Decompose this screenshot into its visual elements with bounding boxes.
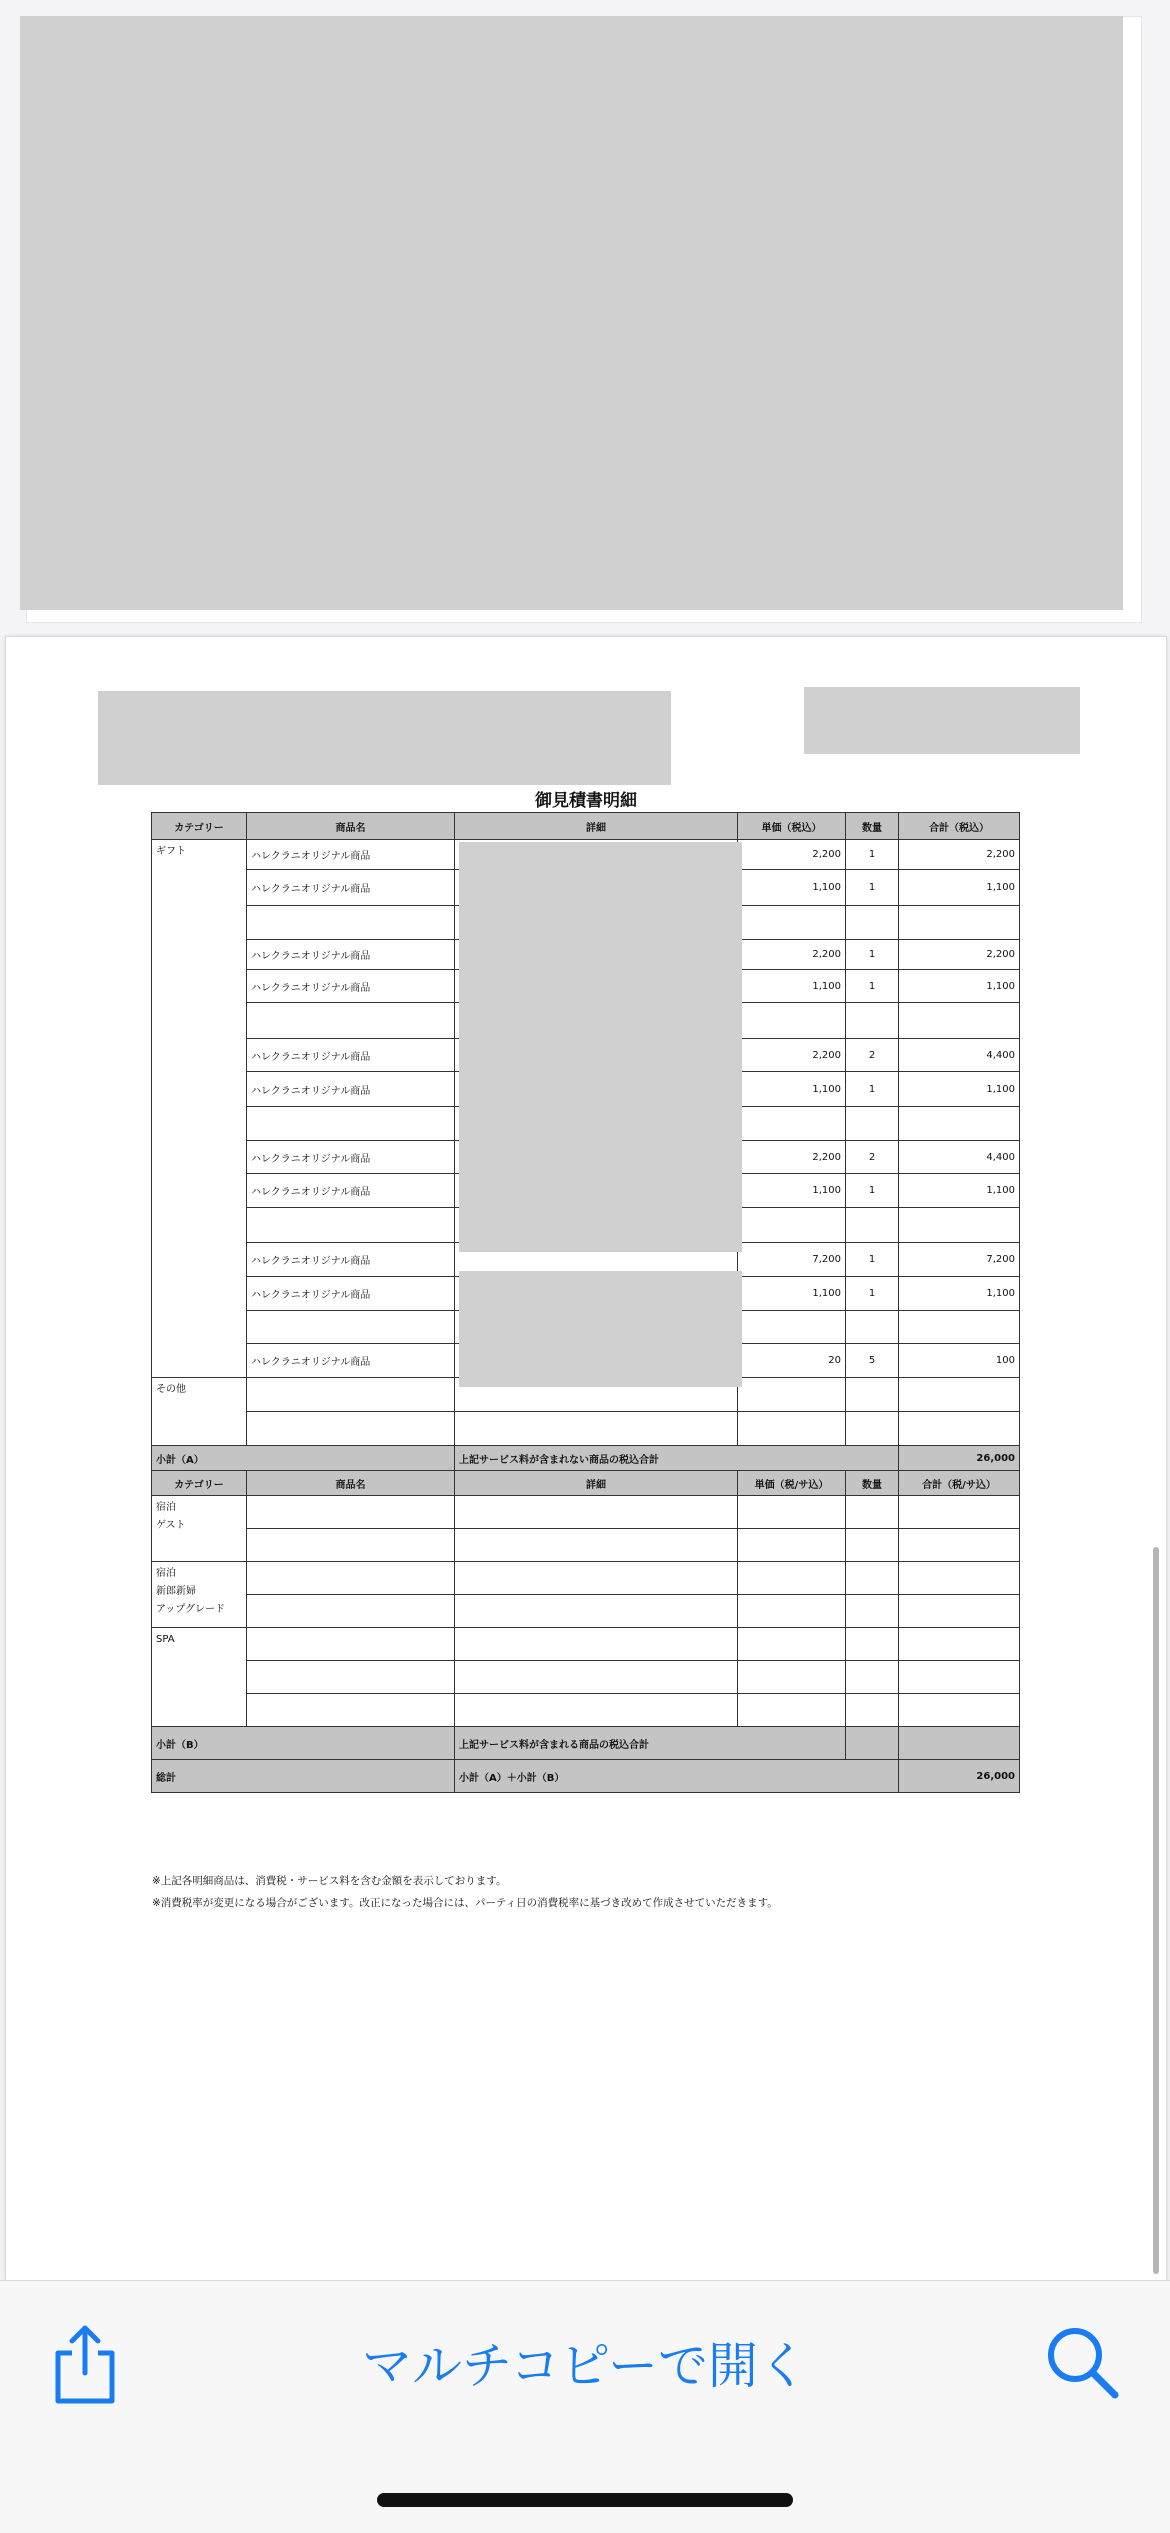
total-cell [899,1311,1020,1344]
empty-cell [846,1562,899,1595]
unit-price-cell: 1,100 [738,870,846,906]
total-cell: 1,100 [899,1277,1020,1311]
category-line: 宿泊 [156,1568,176,1579]
quantity-cell [846,1208,899,1243]
total-cell: 1,100 [899,1072,1020,1107]
previous-page [0,0,1170,640]
total-cell [899,1003,1020,1039]
total-cell: 4,400 [899,1039,1020,1072]
unit-price-cell: 2,200 [738,1039,846,1072]
quantity-cell: 1 [846,970,899,1003]
redacted-detail-block [459,842,742,1252]
table-row [152,1529,1020,1562]
empty-cell [738,1595,846,1628]
subtotal-note: 上記サービス料が含まれる商品の税込合計 [455,1727,846,1760]
empty-cell [455,1628,738,1661]
column-header: カテゴリー [152,813,247,840]
total-cell: 1,100 [899,970,1020,1003]
redacted-header-right [804,687,1080,754]
unit-price-cell: 1,100 [738,970,846,1003]
table-row [152,1412,1020,1446]
empty-cell [899,1595,1020,1628]
subtotal-a-row [152,1446,1020,1471]
quantity-cell: 5 [846,1344,899,1378]
quantity-cell: 2 [846,1141,899,1174]
column-header: 詳細 [455,813,738,840]
total-cell: 2,200 [899,840,1020,870]
category-line: アップグレード [156,1604,225,1615]
subtotal-label: 小計（B） [152,1727,455,1760]
item-name-cell: ハレクラニオリジナル商品 [247,1344,455,1378]
category-line: SPA [156,1634,175,1645]
empty-cell [455,1412,738,1446]
table-row [152,1595,1020,1628]
column-header: 合計（税込） [899,813,1020,840]
table-header-row [152,1471,1020,1496]
note-line: ※消費税率が変更になる場合がございます。改正になった場合には、パーティ日の消費税率に基づき改めて作成させていただきます。 [152,1897,778,1909]
empty-cell [738,1694,846,1727]
table-header-row [152,813,1020,840]
quantity-cell: 1 [846,840,899,870]
unit-price-cell: 1,100 [738,1072,846,1107]
empty-cell [247,1496,455,1529]
empty-cell [247,1378,455,1412]
empty-cell [846,1378,899,1412]
item-name-cell [247,1107,455,1141]
item-name-cell: ハレクラニオリジナル商品 [247,840,455,870]
quantity-cell [846,1311,899,1344]
item-name-cell [247,1003,455,1039]
category-line: ゲスト [156,1520,186,1531]
category-cell: その他 [152,1378,247,1446]
empty-cell [455,1595,738,1628]
category-cell [152,1496,247,1562]
quantity-cell [846,1003,899,1039]
home-indicator[interactable] [377,2493,793,2507]
item-name-cell: ハレクラニオリジナル商品 [247,870,455,906]
column-header: 数量 [846,1471,899,1496]
unit-price-cell: 2,200 [738,940,846,970]
total-cell [899,1208,1020,1243]
scrollbar-thumb[interactable] [1153,1547,1159,2274]
item-name-cell: ハレクラニオリジナル商品 [247,1243,455,1277]
empty-cell [247,1661,455,1694]
quantity-cell [846,906,899,940]
total-cell: 100 [899,1344,1020,1378]
total-cell: 7,200 [899,1243,1020,1277]
quantity-cell: 1 [846,1174,899,1208]
column-header: 数量 [846,813,899,840]
grand-total-note: 小計（A）＋小計（B） [455,1760,899,1793]
open-in-multicopy-button[interactable]: マルチコピーで開く [362,2337,808,2395]
total-cell: 2,200 [899,940,1020,970]
empty-cell [899,1694,1020,1727]
subtotal-label: 小計（A） [152,1446,455,1471]
category-cell: ギフト [152,840,247,1378]
search-icon[interactable] [1045,2325,1121,2401]
unit-price-cell [738,1003,846,1039]
category-line: 宿泊 [156,1502,176,1513]
empty-cell [899,1496,1020,1529]
redacted-header-left [98,691,671,785]
empty-cell [455,1529,738,1562]
redacted-detail-block [459,1271,742,1387]
column-header: カテゴリー [152,1471,247,1496]
table-row [152,1496,1020,1529]
grand-total-label: 総計 [152,1760,455,1793]
category-cell [152,1628,247,1727]
category-cell [152,1562,247,1628]
quantity-cell: 1 [846,1277,899,1311]
column-header: 単価（税込） [738,813,846,840]
table-row [152,1661,1020,1694]
total-cell [899,906,1020,940]
grand-total-row [152,1760,1020,1793]
quantity-cell [846,1107,899,1141]
empty-cell [738,1661,846,1694]
subtotal-value [899,1727,1020,1760]
empty-cell [899,1412,1020,1446]
subtotal-note: 上記サービス料が含まれない商品の税込合計 [455,1446,899,1471]
unit-price-cell: 7,200 [738,1243,846,1277]
empty-cell [455,1694,738,1727]
table-row [152,1628,1020,1661]
empty-cell [846,1628,899,1661]
unit-price-cell: 20 [738,1344,846,1378]
table-row [152,1562,1020,1595]
quantity-cell: 1 [846,870,899,906]
column-header: 商品名 [247,1471,455,1496]
item-name-cell: ハレクラニオリジナル商品 [247,1072,455,1107]
total-cell: 4,400 [899,1141,1020,1174]
empty-cell [846,1412,899,1446]
item-name-cell: ハレクラニオリジナル商品 [247,1141,455,1174]
table-row [152,1694,1020,1727]
empty-cell [846,1529,899,1562]
item-name-cell [247,1208,455,1243]
subtotal-b-row [152,1727,1020,1760]
unit-price-cell [738,1208,846,1243]
empty-cell [247,1628,455,1661]
total-cell: 1,100 [899,1174,1020,1208]
empty-cell [846,1661,899,1694]
quantity-cell: 1 [846,1243,899,1277]
unit-price-cell [738,1107,846,1141]
empty-cell [846,1727,899,1760]
empty-cell [738,1529,846,1562]
empty-cell [899,1529,1020,1562]
grand-total-value: 26,000 [899,1760,1020,1793]
item-name-cell: ハレクラニオリジナル商品 [247,970,455,1003]
empty-cell [738,1496,846,1529]
total-cell: 1,100 [899,870,1020,906]
empty-cell [247,1694,455,1727]
quantity-cell: 2 [846,1039,899,1072]
document-page [5,636,1167,2281]
column-header: 商品名 [247,813,455,840]
empty-cell [738,1378,846,1412]
empty-cell [455,1562,738,1595]
empty-cell [846,1496,899,1529]
empty-cell [247,1412,455,1446]
item-name-cell: ハレクラニオリジナル商品 [247,1174,455,1208]
empty-cell [899,1661,1020,1694]
empty-cell [738,1628,846,1661]
unit-price-cell: 1,100 [738,1174,846,1208]
unit-price-cell: 2,200 [738,1141,846,1174]
empty-cell [455,1496,738,1529]
item-name-cell: ハレクラニオリジナル商品 [247,1039,455,1072]
empty-cell [899,1628,1020,1661]
empty-cell [738,1562,846,1595]
empty-cell [899,1562,1020,1595]
category-line: 新郎新婦 [156,1586,196,1597]
total-cell [899,1107,1020,1141]
unit-price-cell: 1,100 [738,1277,846,1311]
unit-price-cell: 2,200 [738,840,846,870]
note-line: ※上記各明細商品は、消費税・サービス料を含む金額を表示しております。 [152,1875,507,1887]
item-name-cell [247,906,455,940]
redacted-region [20,16,1123,610]
empty-cell [846,1694,899,1727]
empty-cell [247,1529,455,1562]
item-name-cell [247,1311,455,1344]
column-header: 詳細 [455,1471,738,1496]
empty-cell [247,1595,455,1628]
unit-price-cell [738,906,846,940]
empty-cell [846,1595,899,1628]
item-name-cell: ハレクラニオリジナル商品 [247,1277,455,1311]
share-icon[interactable] [50,2323,120,2405]
unit-price-cell [738,1311,846,1344]
empty-cell [247,1562,455,1595]
quantity-cell: 1 [846,940,899,970]
column-header: 合計（税/サ込） [899,1471,1020,1496]
empty-cell [899,1378,1020,1412]
empty-cell [738,1412,846,1446]
item-name-cell: ハレクラニオリジナル商品 [247,940,455,970]
column-header: 単価（税/サ込） [738,1471,846,1496]
document-title: 御見積書明細 [535,791,637,811]
empty-cell [455,1661,738,1694]
quantity-cell: 1 [846,1072,899,1107]
subtotal-value: 26,000 [899,1446,1020,1471]
